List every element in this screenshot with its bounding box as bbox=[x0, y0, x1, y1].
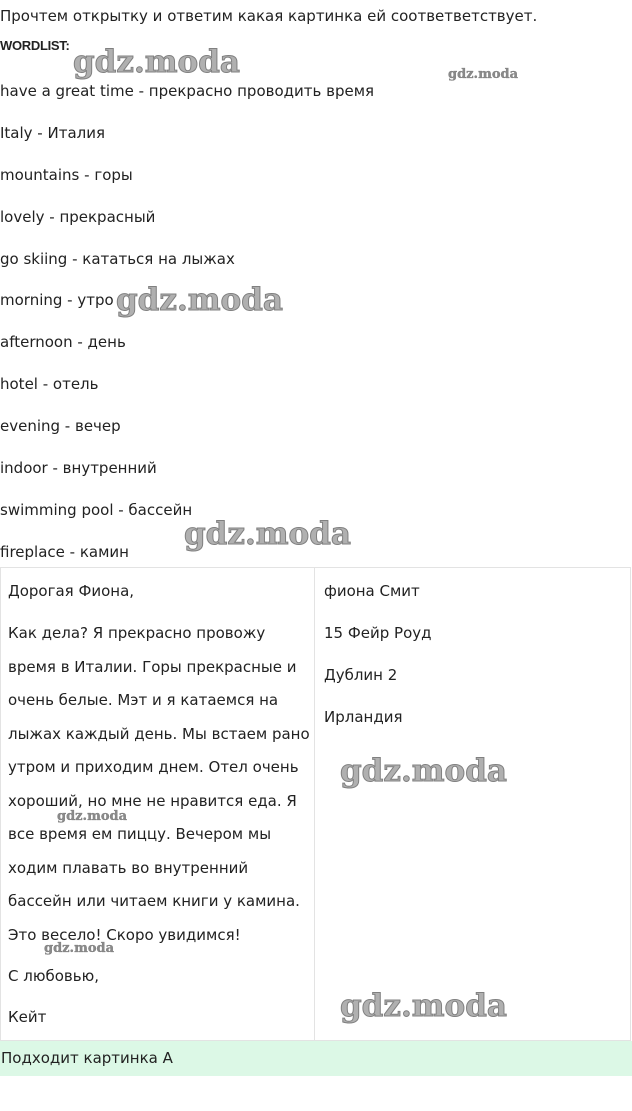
watermark: gdz.moda bbox=[340, 988, 507, 1024]
letter-line: время в Италии. Горы прекрасные и bbox=[8, 657, 297, 676]
word-item: swimming pool - бассейн bbox=[0, 500, 193, 519]
letter-line: ходим плавать во внутренний bbox=[8, 858, 249, 877]
word-item: fireplace - камин bbox=[0, 542, 129, 561]
word-item: evening - вечер bbox=[0, 417, 121, 436]
watermark: gdz.moda bbox=[44, 941, 115, 956]
wordlist-title: WORDLIST: bbox=[0, 38, 70, 53]
word-item: mountains - горы bbox=[0, 165, 133, 184]
watermark: gdz.moda bbox=[116, 282, 283, 318]
letter-line: все время ем пиццу. Вечером мы bbox=[8, 825, 272, 843]
address-line: Дублин 2 bbox=[324, 666, 398, 684]
word-item: Italy - Италия bbox=[0, 123, 105, 142]
wordlist bbox=[0, 80, 374, 583]
watermark: gdz.moda bbox=[448, 67, 519, 82]
letter-line: Как дела? Я прекрасно провожу bbox=[8, 624, 266, 642]
watermark: gdz.moda bbox=[184, 516, 351, 552]
postcard-table bbox=[0, 567, 631, 1041]
letter-line: бассейн или читаем книги у камина. bbox=[8, 892, 300, 910]
letter-closing: С любовью, bbox=[8, 967, 99, 985]
watermark: gdz.moda bbox=[340, 753, 507, 789]
word-item: afternoon - день bbox=[0, 333, 126, 352]
word-item: hotel - отель bbox=[0, 375, 99, 394]
letter-line: хороший, но мне не нравится еда. Я bbox=[8, 791, 297, 810]
word-item: indoor - внутренний bbox=[0, 459, 157, 478]
postcard-letter bbox=[1, 568, 315, 1040]
letter-line: очень белые. Мэт и я катаемся на bbox=[8, 691, 279, 709]
watermark: gdz.moda bbox=[57, 809, 128, 824]
letter-line: Это весело! Скоро увидимся! bbox=[8, 925, 241, 944]
address-line: Ирландия bbox=[324, 708, 403, 726]
letter-line: лыжах каждый день. Мы встаем рано bbox=[8, 724, 310, 743]
letter-signature: Кейт bbox=[8, 1008, 47, 1026]
address-line: 15 Фейр Роуд bbox=[324, 624, 432, 642]
intro-text: Прочтем открытку и ответим какая картинка ей соответветствует. bbox=[0, 7, 538, 25]
word-item: morning - утро bbox=[0, 291, 114, 310]
word-item: lovely - прекрасный bbox=[0, 207, 156, 226]
address-line: фиона Смит bbox=[324, 582, 420, 600]
letter-greeting: Дорогая Фиона, bbox=[8, 582, 135, 600]
postcard-address bbox=[316, 568, 630, 1040]
letter-line: утром и приходим днем. Отел очень bbox=[8, 758, 299, 776]
word-item: go skiing - кататься на лыжах bbox=[0, 249, 235, 268]
watermark: gdz.moda bbox=[73, 44, 240, 80]
word-item: have a great time - прекрасно проводить время bbox=[0, 82, 375, 100]
answer-box: Подходит картинка А bbox=[0, 1041, 632, 1076]
